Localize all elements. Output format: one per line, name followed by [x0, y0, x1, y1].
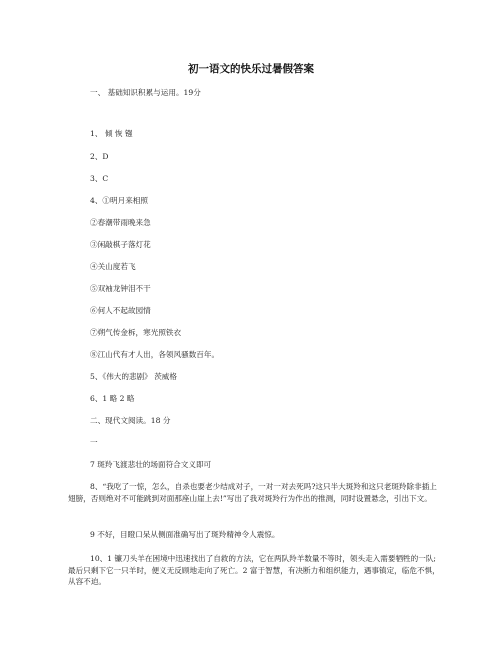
answer-paragraph-9 [68, 529, 440, 541]
answer-paragraph-10 [68, 553, 440, 588]
answer-line: ⑧江山代有才人出，各领风骚数百年。 [90, 350, 220, 359]
answer-line: 6、1 略 2 略 [90, 394, 135, 403]
section-heading-reading: 二、现代文阅读。18 分 [90, 416, 171, 425]
document-title: 初一语文的快乐过暑假答案 [188, 63, 314, 75]
sub-section-marker: 一 [90, 438, 98, 447]
answer-paragraph-8 [68, 481, 440, 504]
answer-line: ⑥何人不起故园情 [90, 306, 151, 315]
section-heading-basics: 一、 基础知识积累与运用。19分 [90, 88, 201, 97]
paragraph-text: 9 不好，目瞪口呆从侧面准确写出了斑羚精神令人震惊。 [90, 530, 280, 539]
answer-line: ⑤双袖龙钟泪不干 [90, 284, 151, 293]
answer-line: 5、《伟大的悲剧》 茨威格 [90, 372, 177, 381]
answer-line: ③闲敲棋子落灯花 [90, 240, 151, 249]
answer-line: 4、①明月来相照 [90, 196, 148, 205]
answer-line: 1、 倾 恢 镪 [90, 129, 133, 138]
answer-line: 3、C [90, 174, 109, 183]
paragraph-text: 10、1 镰刀头羊在困境中迅速找出了自救的方法，它在两队羚羊数量不等时，领头走入需要牺牲的一队;最后只剩下它一只羊时，便义无反顾地走向了死亡。2 富于智慧，有决断力和组织能力，遇事镇定，临危不惧，从容不迫。 [68, 554, 440, 586]
answer-line: ②春潮带雨晚来急 [90, 218, 151, 227]
answer-line: 7 斑羚飞渡悲壮的场面符合文义即可 [90, 460, 212, 469]
answer-line: 2、D [90, 152, 109, 161]
answer-line: ④关山度若飞 [90, 262, 136, 271]
paragraph-text: 8、“我吃了一惊，怎么，自杀也要老少结成对子，一对一对去死吗?这只半大斑羚和这只老斑羚除非插上翅膀，否则绝对不可能跳到对面那座山崖上去!”写出了我对斑羚行为作出的推测，同时设置悬念，引出下文。 [68, 482, 437, 503]
answer-line: ⑦朔气传金柝，寒光照铁衣 [90, 328, 182, 337]
